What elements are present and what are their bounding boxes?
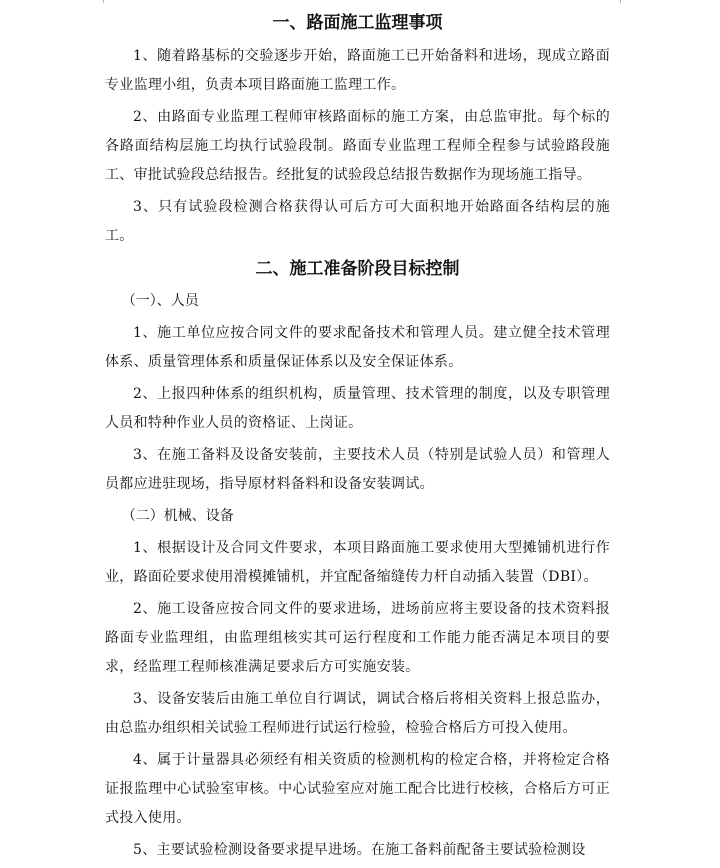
section-heading-1: 一、路面施工监理事项 — [272, 13, 443, 33]
paragraph: 3、只有试验段检测合格获得认可后方可大面积地开始路面各结构层的施工。 — [105, 199, 610, 244]
paragraph: 1、施工单位应按合同文件的要求配备技术和管理人员。建立健全技术管理体系、质量管理体系和质量保证体系以及安全保证体系。 — [105, 325, 610, 370]
paragraph: 2、由路面专业监理工程师审核路面标的施工方案，由总监审批。每个标的各路面结构层施工均执行试验段制。路面专业监理工程师全程参与试验路段施工、审批试验段总结报告。经批复的试验段总结报告数据作为现场施工指导。 — [105, 109, 610, 183]
page-corner-mark-left — [103, 0, 110, 3]
page-corner-mark-right — [614, 0, 621, 3]
paragraph: 1、根据设计及合同文件要求，本项目路面施工要求使用大型摊铺机进行作业，路面砼要求使用滑模摊铺机，并宜配备缩缝传力杆自动插入装置（DBI）。 — [105, 540, 610, 585]
paragraph: 2、上报四种体系的组织机构，质量管理、技术管理的制度，以及专职管理人员和特种作业人员的资格证、上岗证。 — [105, 386, 610, 431]
paragraph: 4、属于计量器具必须经有相关资质的检测机构的检定合格，并将检定合格证报监理中心试验室审核。中心试验室应对施工配合比进行校核，合格后方可正式投入使用。 — [105, 752, 610, 826]
section-heading-2: 二、施工准备阶段目标控制 — [255, 259, 460, 279]
paragraph: 5、主要试验检测设备要求提早进场。在施工备料前配备主要试验检测设 — [133, 842, 586, 858]
paragraph: 3、在施工备料及设备安装前，主要技术人员（特别是试验人员）和管理人员都应进驻现场，指导原材料备料和设备安装调试。 — [105, 447, 610, 492]
paragraph: 3、设备安装后由施工单位自行调试，调试合格后将相关资料上报总监办，由总监办组织相关试验工程师进行试运行检验，检验合格后方可投入使用。 — [105, 691, 610, 736]
document-body — [105, 8, 610, 868]
paragraph: 1、随着路基标的交验逐步开始，路面施工已开始备料和进场，现成立路面专业监理小组，负责本项目路面施工监理工作。 — [105, 48, 610, 93]
page-top-edge — [0, 0, 720, 3]
paragraph: 2、施工设备应按合同文件的要求进场，进场前应将主要设备的技术资料报路面专业监理组，由监理组核实其可运行程度和工作能力能否满足本项目的要求，经监理工程师核准满足要求后方可实施安装。 — [105, 601, 610, 675]
subsection-heading-equipment: （二）机械、设备 — [121, 508, 234, 524]
subsection-heading-personnel: （一）、人员 — [121, 293, 199, 309]
